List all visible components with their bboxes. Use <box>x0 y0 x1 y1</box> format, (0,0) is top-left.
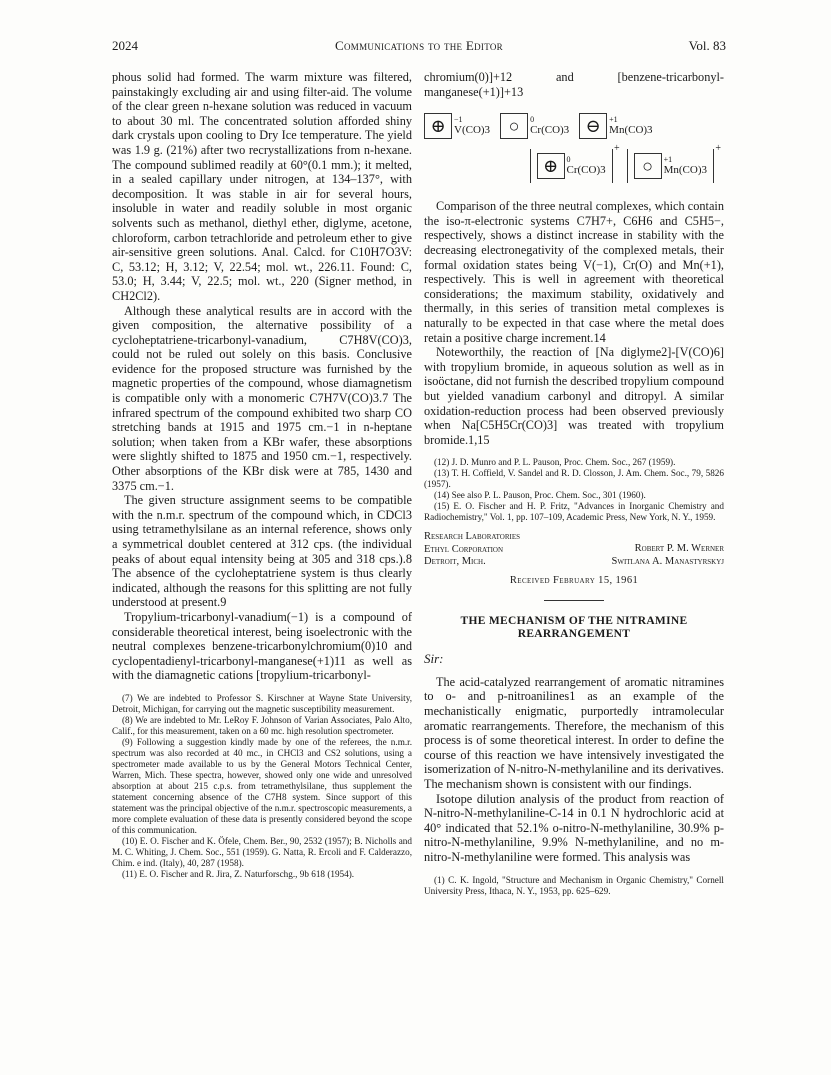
benzene-ring-icon: ○ <box>500 113 528 139</box>
received-date: Received February 15, 1961 <box>509 574 639 586</box>
structure-manganese <box>579 113 652 139</box>
charge-label: −1 <box>454 115 463 125</box>
paragraph-3: The given structure assignment seems to be compatible with the n.m.r. spectrum of the compound which, in CDCl3 using tetramethylsilane as an internal reference, shows only a symmetrical doublet centered at 312 cps. (the individual peaks of about equal intensity being at 305 and 318 cps.).8 The absence of the cycloheptatriene system is thus clearly indicated, although the reasons for this splitting are not fully understood at present.9 <box>112 493 412 610</box>
paragraph-intro-right: chromium(0)]+12 and [benzene-tricarbonyl-manganese(+1)]+13 <box>424 70 724 99</box>
structure-row-2 <box>424 143 721 183</box>
footnote-7: (7) We are indebted to Professor S. Kirschner at Wayne State University, Detroit, Michigan, for carrying out the magnetic susceptibility measurement. <box>112 692 412 714</box>
footnote-13: (13) T. H. Coffield, V. Sandel and R. D. Closson, J. Am. Chem. Soc., 79, 5826 (1957). <box>424 468 724 490</box>
footnote-9: (9) Following a suggestion kindly made by one of the referees, the n.m.r. spectrum was also recorded at 40 mc., in CHCl3 and CS2 solutions, using a spectrometer made available to us by the General Motors Technical Center, Warren, Mich. These spectra, however, showed only one wide and unresolved absorption at about 215 c.p.s. from tetramethylsilane, thus supplement the statement concerning absence of the C7H8 system. Since support of this statement was the principal objective of the n.m.r. spectroscopic measurements, a more complete evaluation of these data is presently considered beyond the scope of this communication. <box>112 736 412 835</box>
paragraph-8: Isotope dilution analysis of the product from reaction of N-nitro-N-methylaniline-C-14 in 0.1 N hydrochloric acid at 40° indicated that 52.1% o-nitro-N-methylaniline, 30.9% p-nitro-N-methylaniline, 9.9% N-methylaniline, and no m-nitro-N-methylaniline were formed. This analysis was <box>424 791 724 864</box>
paragraph-5: Comparison of the three neutral complexes, which contain the iso-π-electronic systems C7H7+, C6H6 and C5H5−, respectively, shows a distinct increase in stability with the decreasing electronegativity of the complexed metals, their formal oxidation states being V(−1), Cr(O) and Mn(+1), respectively. This is well in agreement with theoretical considerations; the maximum stability, oxidatively and thermally, in this series of transition metal complexes is naturally to be expected in that case where the metal does retain a positive charge increment.14 <box>424 199 724 345</box>
structure-chromium <box>500 113 569 139</box>
right-column <box>424 70 724 897</box>
article-title: THE MECHANISM OF THE NITRAMINE REARRANGEMENT <box>460 614 688 640</box>
page-header <box>112 38 726 58</box>
structure-row-1 <box>424 113 724 139</box>
metal-label: Mn(CO)3 <box>609 124 653 137</box>
paragraph-1: phous solid had formed. The warm mixture was filtered, painstakingly excluding air and using filter-aid. The volume of the clear green n-hexane solution was reduced in vacuum to about 30 ml. The concentrated solution afforded shiny dark crystals upon cooling to Dry Ice temperature. The yield was 1.9 g. (21%) after two recrystallizations from n-hexane. The compound sublimed readily at 60°(0.1 mm.); it melted, in a sealed capillary under nitrogen, at 134–137°, with decomposition. It was stable in air for several hours, insoluble in water and readily soluble in most organic solvents such as methanol, diethyl ether, diglyme, acetone, chloroform, carbon tetrachloride and petroleum ether to give air-sensitive green solutions. Anal. Calcd. for C10H7O3V: C, 53.12; H, 3.12; V, 22.54; mol. wt., 226.11. Found: C, 53.0; H, 3.44; V, 22.5; mol. wt., 220 (Signer method, in CH2Cl2). <box>112 70 412 303</box>
affiliation-city: Detroit, Mich. <box>424 556 486 568</box>
footnote-11: (11) E. O. Fischer and R. Jira, Z. Naturforschg., 9b 618 (1954). <box>122 868 355 879</box>
structure-vanadium <box>424 113 490 139</box>
cyclopentadienyl-ring-icon: ⊖ <box>579 113 607 139</box>
paragraph-2: Although these analytical results are in accord with the given composition, the alternative possibility of a cycloheptatriene-tricarbonyl-vanadium, C7H8V(CO)3, could not be ruled out solely on this basis. Conclusive evidence for the proposed structure was furnished by the magnetic properties of the compound, whose diamagnetism is compatible only with a monomeric C7H7V(CO)3.7 The infrared spectrum of the compound exhibited two sharp CO stretching bands at 1915 and 1975 cm.−1 in n-heptane solution; when taken from a KBr wafer, these absorptions were slightly shifted to 1875 and 1950 cm.−1, respectively. Other absorptions of the KBr disk were at 785, 1430 and 3375 cm.−1. <box>112 303 412 493</box>
left-column <box>112 70 412 880</box>
paragraph-7: The acid-catalyzed rearrangement of aromatic nitramines to o- and p-nitroanilines1 as an example of the mechanistically enigmatic, purportedly intramolecular aromatic rearrangements. Therefore, the mechanism of this process is of some theoretical interest. In order to define the course of this reaction we have intensively investigated the isomerization of N-nitro-N-methylaniline and its derivatives. The mechanism shown is consistent with our findings. <box>424 674 724 791</box>
footnote-8: (8) We are indebted to Mr. LeRoy F. Johnson of Varian Associates, Palo Alto, Calif., for this measurement, taken on a 60 mc. high resolution spectrometer. <box>112 714 412 736</box>
footnote-12: (12) J. D. Munro and P. L. Pauson, Proc. Chem. Soc., 267 (1959). <box>434 457 676 468</box>
section-divider <box>544 600 604 601</box>
tropylium-ring-icon: ⊕ <box>537 153 565 179</box>
volume-label: Vol. 83 <box>688 38 726 53</box>
footnote-10: (10) E. O. Fischer and K. Öfele, Chem. Ber., 90, 2532 (1957); B. Nicholls and M. C. Whiting, J. Chem. Soc., 551 (1959). G. Natta, R. Ercoli and F. Calderazzo, Chim. e ind. (Italy), 40, 287 (1958). <box>112 835 412 868</box>
affiliation-corp: Ethyl Corporation <box>424 543 504 555</box>
signature-block <box>424 531 724 569</box>
paragraph-4: Tropylium-tricarbonyl-vanadium(−1) is a compound of considerable theoretical interest, being isoelectronic with the neutral complexes benzene-tricarbonylchromium(0)10 and cyclopentadienyl-tricarbonyl-manganese(+1)11 as well as with the diamagnetic cations [tropylium-tricarbonyl- <box>112 609 412 683</box>
structure-cation-chromium <box>530 143 620 183</box>
page-number: 2024 <box>112 38 138 53</box>
footnotes-left <box>112 693 412 880</box>
metal-label: V(CO)3 <box>454 124 491 137</box>
footnote-1: (1) C. K. Ingold, "Structure and Mechanism in Organic Chemistry," Cornell University Press, Ithaca, N. Y., 1953, pp. 625–629. <box>424 874 724 896</box>
paragraph-6: Noteworthily, the reaction of [Na diglyme2]-[V(CO)6] with tropylium bromide, in aqueous solution as well as in isoöctane, did not furnish the described tropylium compound but yielded vanadium carbonyl and ditropyl. A similar oxidation-reduction process had been observed previously when Na[C5H5Cr(CO)3] was treated with tropylium bromide.1,15 <box>424 345 724 447</box>
footnote-14: (14) See also P. L. Pauson, Proc. Chem. Soc., 301 (1960). <box>434 490 646 501</box>
metal-label: Mn(CO)3 <box>663 164 707 177</box>
author-1: Robert P. M. Werner <box>634 543 724 555</box>
tropylium-ring-icon: ⊕ <box>424 113 452 139</box>
structure-cation-manganese <box>627 143 721 183</box>
metal-label: Cr(CO)3 <box>530 124 570 137</box>
cation-charge: + <box>715 143 721 155</box>
journal-section: Communications to the Editor <box>335 38 503 53</box>
affiliation-lab: Research Laboratories <box>424 531 521 543</box>
charge-label: +1 <box>609 115 618 125</box>
metal-label: Cr(CO)3 <box>566 164 606 177</box>
benzene-ring-icon: ○ <box>634 153 662 179</box>
footnote-15: (15) E. O. Fischer and H. P. Fritz, "Advances in Inorganic Chemistry and Radiochemistry," Vol. 1, pp. 107–109, Academic Press, New York, N. Y., 1959. <box>424 501 724 523</box>
salutation: Sir: <box>424 650 444 666</box>
charge-label: 0 <box>566 155 571 165</box>
charge-label: 0 <box>530 115 535 125</box>
author-2: Switlana A. Manastyrskyj <box>611 555 724 567</box>
footnotes-right-2 <box>424 875 724 897</box>
charge-label: +1 <box>663 155 673 165</box>
cation-charge: + <box>613 143 620 155</box>
footnotes-right <box>424 457 724 523</box>
